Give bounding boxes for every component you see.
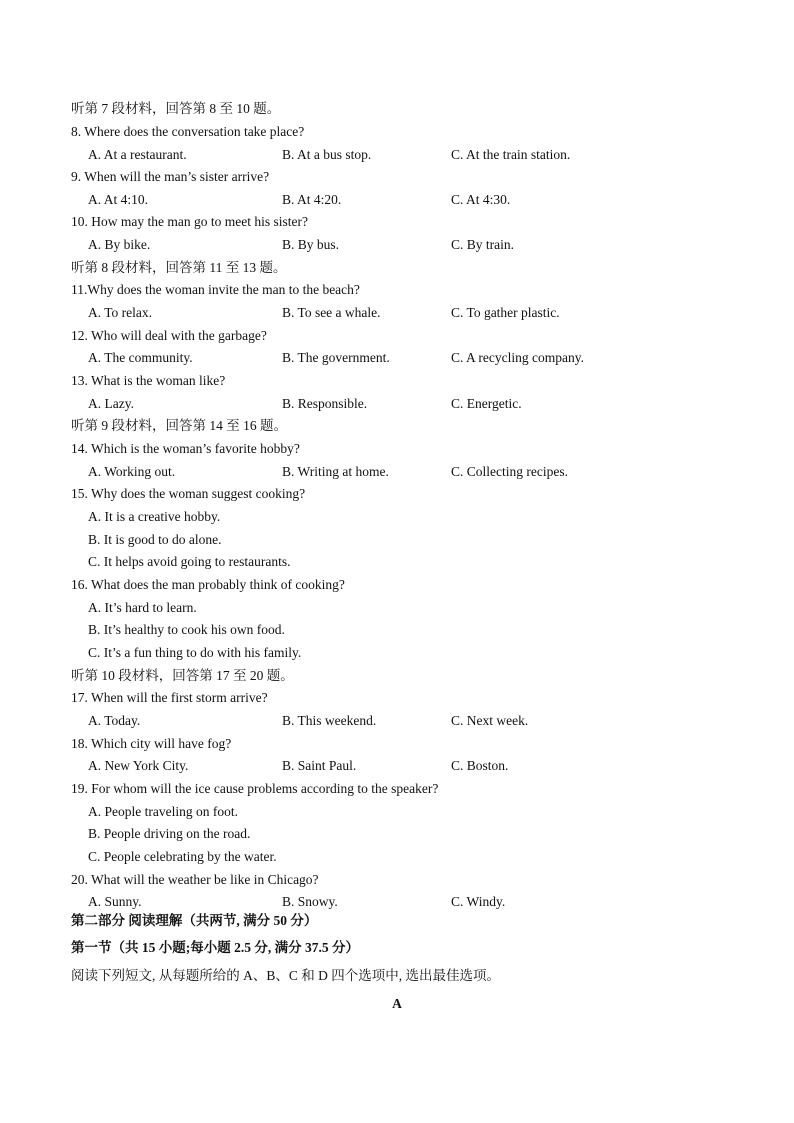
part-two-title: 第二部分 阅读理解（共两节, 满分 50 分） [71, 913, 318, 928]
listening-group-header: 听第 8 段材料，回答第 11 至 13 题。 [71, 260, 287, 275]
option-a: A. Today. [88, 713, 141, 728]
listening-group-header: 听第 10 段材料，回答第 17 至 20 题。 [71, 668, 294, 683]
option-c: C. People celebrating by the water. [88, 849, 277, 864]
option-a: A. It’s hard to learn. [88, 600, 197, 615]
option-b: B. Snowy. [282, 894, 338, 909]
option-c: C. It’s a fun thing to do with his family. [88, 645, 302, 660]
question-stem: 18. Which city will have fog? [71, 736, 232, 751]
option-b: B. Responsible. [282, 396, 368, 411]
question-stem: 20. What will the weather be like in Chicago? [71, 872, 319, 887]
option-b: B. By bus. [282, 237, 340, 252]
option-a: A. People traveling on foot. [88, 804, 238, 819]
question-stem: 10. How may the man go to meet his sister? [71, 214, 308, 229]
option-a: A. Working out. [88, 464, 176, 479]
option-c: C. To gather plastic. [451, 305, 560, 320]
option-a: A. At a restaurant. [88, 147, 187, 162]
option-c: C. By train. [451, 237, 514, 252]
option-c: C. A recycling company. [451, 350, 584, 365]
option-c: C. It helps avoid going to restaurants. [88, 554, 291, 569]
option-a: A. Lazy. [88, 396, 134, 411]
question-stem: 11.Why does the woman invite the man to the beach? [71, 282, 360, 297]
option-b: B. People driving on the road. [88, 826, 251, 841]
question-stem: 9. When will the man’s sister arrive? [71, 169, 270, 184]
option-b: B. To see a whale. [282, 305, 381, 320]
option-a: A. To relax. [88, 305, 153, 320]
option-b: B. This weekend. [282, 713, 377, 728]
question-stem: 12. Who will deal with the garbage? [71, 328, 267, 343]
question-stem: 14. Which is the woman’s favorite hobby? [71, 441, 300, 456]
option-c: C. At the train station. [451, 147, 571, 162]
option-b: B. Writing at home. [282, 464, 389, 479]
question-stem: 15. Why does the woman suggest cooking? [71, 486, 306, 501]
option-a: A. It is a creative hobby. [88, 509, 221, 524]
option-a: A. By bike. [88, 237, 151, 252]
question-stem: 19. For whom will the ice cause problems according to the speaker? [71, 781, 439, 796]
option-c: C. Next week. [451, 713, 529, 728]
option-c: C. Boston. [451, 758, 509, 773]
option-a: A. New York City. [88, 758, 189, 773]
option-a: A. The community. [88, 350, 193, 365]
question-stem: 13. What is the woman like? [71, 373, 226, 388]
option-c: C. Collecting recipes. [451, 464, 568, 479]
option-b: B. The government. [282, 350, 390, 365]
question-stem: 17. When will the first storm arrive? [71, 690, 268, 705]
option-b: B. It is good to do alone. [88, 532, 222, 547]
option-c: C. Windy. [451, 894, 506, 909]
question-stem: 16. What does the man probably think of cooking? [71, 577, 345, 592]
option-a: A. Sunny. [88, 894, 142, 909]
passage-label: A [392, 996, 402, 1011]
option-b: B. It’s healthy to cook his own food. [88, 622, 285, 637]
section-one-title: 第一节（共 15 小题;每小题 2.5 分, 满分 37.5 分） [71, 940, 359, 955]
option-b: B. Saint Paul. [282, 758, 357, 773]
question-stem: 8. Where does the conversation take place? [71, 124, 305, 139]
listening-group-header: 听第 9 段材料，回答第 14 至 16 题。 [71, 418, 287, 433]
option-b: B. At 4:20. [282, 192, 342, 207]
option-c: C. At 4:30. [451, 192, 511, 207]
option-a: A. At 4:10. [88, 192, 149, 207]
option-b: B. At a bus stop. [282, 147, 372, 162]
option-c: C. Energetic. [451, 396, 522, 411]
listening-group-header: 听第 7 段材料，回答第 8 至 10 题。 [71, 101, 281, 116]
reading-instruction: 阅读下列短文, 从每题所给的 A、B、C 和 D 四个选项中, 选出最佳选项。 [71, 968, 501, 983]
